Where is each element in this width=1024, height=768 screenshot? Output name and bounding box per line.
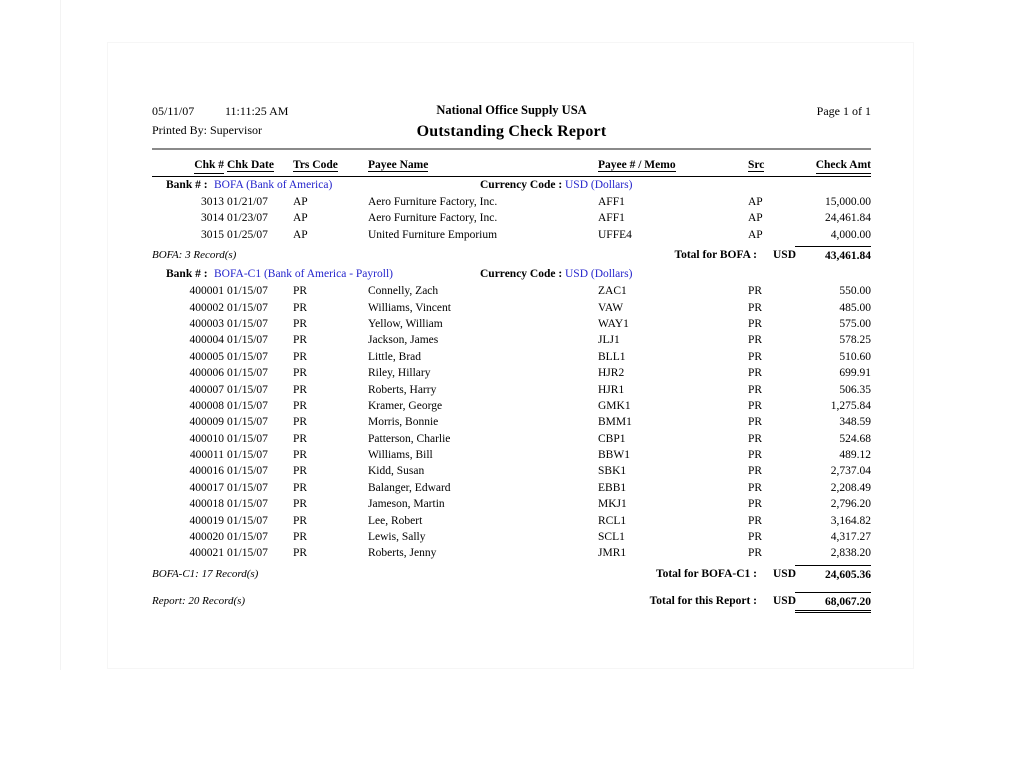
table-column-headers bbox=[152, 158, 871, 177]
bank-header-row bbox=[152, 177, 871, 194]
cell-src: PR bbox=[748, 317, 763, 330]
total-amount: 68,067.20 bbox=[795, 592, 871, 613]
cell-payee-memo: AFF1 bbox=[598, 196, 625, 208]
record-count: BOFA: 3 Record(s) bbox=[152, 249, 237, 262]
table-row bbox=[152, 382, 871, 398]
page-number: Page 1 of 1 bbox=[816, 104, 871, 118]
cell-trs-code: PR bbox=[293, 465, 308, 478]
cell-chk-number: 400003 bbox=[189, 317, 224, 330]
cell-check-amt: 510.60 bbox=[839, 350, 871, 363]
cell-chk-number: 400005 bbox=[189, 350, 224, 363]
report-header-line2 bbox=[152, 121, 871, 147]
cell-src: PR bbox=[748, 383, 763, 396]
col-header-chk-date bbox=[227, 158, 293, 177]
cell-src: PR bbox=[748, 514, 763, 527]
cell-payee-memo: HJR1 bbox=[598, 383, 625, 396]
col-header-label: Chk # bbox=[194, 158, 224, 174]
cell-payee-name: Aero Furniture Factory, Inc. bbox=[368, 212, 498, 225]
cell-check-amt: 489.12 bbox=[839, 449, 871, 462]
total-label: Total for this Report : bbox=[649, 594, 757, 607]
total-amount: 43,461.84 bbox=[795, 246, 871, 263]
cell-check-amt: 2,737.04 bbox=[830, 465, 871, 478]
table-row bbox=[152, 227, 871, 243]
cell-check-amt: 3,164.82 bbox=[830, 514, 871, 527]
col-header-label: Trs Code bbox=[293, 159, 338, 171]
cell-check-amt: 699.91 bbox=[839, 367, 871, 380]
cell-chk-date: 01/15/07 bbox=[227, 383, 268, 396]
table-row bbox=[152, 300, 871, 316]
col-header-payee-memo bbox=[598, 158, 748, 177]
cell-payee-memo: CBP1 bbox=[598, 432, 626, 445]
bank-header-row bbox=[152, 266, 871, 283]
col-header-src bbox=[748, 158, 798, 177]
cell-check-amt: 4,000.00 bbox=[830, 228, 871, 241]
print-date: 05/11/07 bbox=[152, 104, 195, 118]
cell-trs-code: PR bbox=[293, 334, 308, 347]
cell-check-amt: 485.00 bbox=[839, 301, 871, 314]
table-row bbox=[152, 447, 871, 463]
cell-check-amt: 550.00 bbox=[839, 285, 871, 298]
col-header-label: Payee # / Memo bbox=[598, 159, 676, 171]
cell-chk-number: 400018 bbox=[189, 498, 224, 511]
cell-payee-memo: MKJ1 bbox=[598, 498, 627, 511]
col-header-trs-code bbox=[293, 158, 368, 177]
cell-payee-name: Connelly, Zach bbox=[368, 285, 439, 298]
cell-check-amt: 575.00 bbox=[839, 317, 871, 330]
table-row bbox=[152, 194, 871, 210]
cell-src: PR bbox=[748, 285, 763, 298]
total-amount: 24,605.36 bbox=[795, 565, 871, 582]
cell-payee-name: Jameson, Martin bbox=[368, 498, 445, 511]
cell-chk-number: 400001 bbox=[189, 285, 224, 298]
cell-chk-number: 3014 bbox=[201, 212, 224, 225]
cell-trs-code: PR bbox=[293, 514, 308, 527]
record-count: Report: 20 Record(s) bbox=[152, 594, 246, 607]
header-divider bbox=[152, 148, 871, 150]
cell-src: PR bbox=[748, 367, 763, 380]
cell-check-amt: 4,317.27 bbox=[830, 531, 871, 544]
cell-src: PR bbox=[748, 399, 763, 412]
cell-check-amt: 24,461.84 bbox=[825, 212, 871, 225]
cell-payee-name: Riley, Hillary bbox=[368, 367, 431, 380]
cell-payee-name: Williams, Vincent bbox=[368, 301, 451, 314]
col-header-chk-number bbox=[152, 158, 227, 177]
cell-chk-date: 01/15/07 bbox=[227, 465, 268, 478]
cell-trs-code: PR bbox=[293, 481, 308, 494]
cell-payee-memo: JMR1 bbox=[598, 547, 627, 560]
cell-chk-number: 400010 bbox=[189, 432, 224, 445]
currency-code-label: Currency Code : bbox=[480, 268, 563, 281]
cell-check-amt: 15,000.00 bbox=[825, 196, 871, 208]
report-total-row bbox=[152, 592, 871, 610]
total-currency: USD bbox=[773, 249, 797, 262]
cell-chk-date: 01/15/07 bbox=[227, 285, 268, 298]
cell-payee-memo: SBK1 bbox=[598, 465, 627, 478]
cell-src: PR bbox=[748, 465, 763, 478]
cell-check-amt: 2,796.20 bbox=[830, 498, 871, 511]
cell-trs-code: PR bbox=[293, 531, 308, 544]
cell-src: PR bbox=[748, 531, 763, 544]
cell-payee-name: Aero Furniture Factory, Inc. bbox=[368, 196, 498, 208]
cell-payee-name: Kidd, Susan bbox=[368, 465, 425, 478]
cell-chk-number: 400009 bbox=[189, 416, 224, 429]
cell-check-amt: 506.35 bbox=[839, 383, 871, 396]
currency-code-value: USD (Dollars) bbox=[565, 268, 633, 281]
cell-payee-memo: HJR2 bbox=[598, 367, 625, 380]
bank-number-label: Bank # : bbox=[166, 179, 208, 191]
total-label: Total for BOFA : bbox=[674, 249, 757, 262]
cell-payee-name: Balanger, Edward bbox=[368, 481, 451, 494]
table-row bbox=[152, 283, 871, 299]
report-header-line1 bbox=[152, 102, 871, 121]
cell-payee-memo: BLL1 bbox=[598, 350, 626, 363]
cell-src: PR bbox=[748, 301, 763, 314]
cell-chk-date: 01/21/07 bbox=[227, 196, 268, 208]
cell-check-amt: 348.59 bbox=[839, 416, 871, 429]
cell-payee-name: Jackson, James bbox=[368, 334, 439, 347]
cell-chk-date: 01/15/07 bbox=[227, 416, 268, 429]
record-count: BOFA-C1: 17 Record(s) bbox=[152, 567, 259, 580]
cell-chk-number: 400017 bbox=[189, 481, 224, 494]
table-row bbox=[152, 496, 871, 512]
cell-trs-code: PR bbox=[293, 350, 308, 363]
table-row bbox=[152, 513, 871, 529]
cell-src: PR bbox=[748, 449, 763, 462]
cell-trs-code: PR bbox=[293, 449, 308, 462]
cell-payee-name: Roberts, Jenny bbox=[368, 547, 437, 560]
cell-payee-name: Yellow, William bbox=[368, 317, 443, 330]
cell-src: PR bbox=[748, 416, 763, 429]
cell-payee-memo: WAY1 bbox=[598, 317, 629, 330]
cell-payee-name: Morris, Bonnie bbox=[368, 416, 439, 429]
cell-chk-date: 01/15/07 bbox=[227, 514, 268, 527]
total-label: Total for BOFA-C1 : bbox=[655, 567, 757, 580]
printed-by: Printed By: Supervisor bbox=[152, 123, 262, 137]
cell-src: AP bbox=[748, 212, 763, 225]
cell-payee-memo: JLJ1 bbox=[598, 334, 620, 347]
cell-payee-memo: UFFE4 bbox=[598, 228, 632, 241]
cell-payee-memo: RCL1 bbox=[598, 514, 627, 527]
cell-src: PR bbox=[748, 350, 763, 363]
cell-chk-number: 400006 bbox=[189, 367, 224, 380]
cell-payee-name: Williams, Bill bbox=[368, 449, 433, 462]
total-currency: USD bbox=[773, 567, 797, 580]
cell-chk-number: 400019 bbox=[189, 514, 224, 527]
cell-check-amt: 1,275.84 bbox=[830, 399, 871, 412]
cell-chk-number: 400002 bbox=[189, 301, 224, 314]
table-row bbox=[152, 316, 871, 332]
table-row bbox=[152, 480, 871, 496]
cell-chk-number: 400011 bbox=[189, 449, 224, 462]
cell-chk-date: 01/23/07 bbox=[227, 212, 268, 225]
cell-check-amt: 524.68 bbox=[839, 432, 871, 445]
cell-payee-memo: BBW1 bbox=[598, 449, 630, 462]
cell-chk-date: 01/15/07 bbox=[227, 350, 268, 363]
cell-chk-number: 3013 bbox=[201, 196, 224, 208]
cell-check-amt: 2,208.49 bbox=[830, 481, 871, 494]
cell-chk-number: 400021 bbox=[189, 547, 224, 560]
cell-chk-date: 01/15/07 bbox=[227, 481, 268, 494]
cell-payee-memo: AFF1 bbox=[598, 212, 625, 225]
cell-trs-code: AP bbox=[293, 228, 308, 241]
currency-code-label: Currency Code : bbox=[480, 179, 563, 191]
cell-trs-code: PR bbox=[293, 432, 308, 445]
col-header-label: Payee Name bbox=[368, 159, 429, 171]
bank-name: BOFA (Bank of America) bbox=[214, 179, 333, 191]
col-header-label: Src bbox=[748, 159, 765, 171]
cell-payee-name: Kramer, George bbox=[368, 399, 443, 412]
report-page bbox=[152, 102, 871, 612]
col-header-label: Chk Date bbox=[227, 159, 274, 171]
print-time: 11:11:25 AM bbox=[225, 104, 289, 118]
cell-payee-memo: SCL1 bbox=[598, 531, 625, 544]
cell-payee-name: United Furniture Emporium bbox=[368, 228, 498, 241]
cell-chk-number: 400016 bbox=[189, 465, 224, 478]
cell-trs-code: PR bbox=[293, 498, 308, 511]
cell-chk-date: 01/15/07 bbox=[227, 317, 268, 330]
bank-name: BOFA-C1 (Bank of America - Payroll) bbox=[214, 268, 393, 281]
cell-trs-code: PR bbox=[293, 383, 308, 396]
bank-total-row bbox=[152, 246, 871, 264]
cell-chk-number: 400008 bbox=[189, 399, 224, 412]
cell-payee-name: Roberts, Harry bbox=[368, 383, 437, 396]
cell-chk-date: 01/15/07 bbox=[227, 531, 268, 544]
report-title: Outstanding Check Report bbox=[416, 123, 607, 140]
cell-chk-number: 400020 bbox=[189, 531, 224, 544]
cell-trs-code: PR bbox=[293, 285, 308, 298]
cell-src: PR bbox=[748, 481, 763, 494]
cell-src: PR bbox=[748, 432, 763, 445]
cell-chk-date: 01/15/07 bbox=[227, 498, 268, 511]
cell-payee-name: Lewis, Sally bbox=[368, 531, 426, 544]
page-edge-artifact-vertical bbox=[60, 0, 61, 670]
cell-payee-name: Patterson, Charlie bbox=[368, 432, 451, 445]
bank-number-label: Bank # : bbox=[166, 268, 208, 281]
cell-trs-code: PR bbox=[293, 399, 308, 412]
table-row bbox=[152, 545, 871, 561]
cell-chk-date: 01/15/07 bbox=[227, 334, 268, 347]
cell-check-amt: 2,838.20 bbox=[830, 547, 871, 560]
cell-chk-date: 01/15/07 bbox=[227, 449, 268, 462]
table-row bbox=[152, 398, 871, 414]
cell-trs-code: AP bbox=[293, 212, 308, 225]
col-header-label: Check Amt bbox=[816, 158, 871, 174]
cell-chk-date: 01/15/07 bbox=[227, 301, 268, 314]
cell-check-amt: 578.25 bbox=[839, 334, 871, 347]
cell-payee-memo: GMK1 bbox=[598, 399, 631, 412]
cell-payee-memo: BMM1 bbox=[598, 416, 632, 429]
cell-payee-memo: ZAC1 bbox=[598, 285, 627, 298]
cell-chk-number: 400007 bbox=[189, 383, 224, 396]
cell-chk-date: 01/15/07 bbox=[227, 399, 268, 412]
cell-chk-date: 01/25/07 bbox=[227, 228, 268, 241]
company-name: National Office Supply USA bbox=[436, 103, 587, 117]
cell-chk-date: 01/15/07 bbox=[227, 547, 268, 560]
total-currency: USD bbox=[773, 594, 797, 607]
cell-src: AP bbox=[748, 196, 763, 208]
cell-trs-code: PR bbox=[293, 317, 308, 330]
cell-src: PR bbox=[748, 547, 763, 560]
col-header-check-amt bbox=[798, 158, 871, 177]
cell-payee-name: Little, Brad bbox=[368, 350, 422, 363]
cell-trs-code: PR bbox=[293, 367, 308, 380]
cell-trs-code: PR bbox=[293, 547, 308, 560]
cell-chk-number: 3015 bbox=[201, 228, 224, 241]
table-row bbox=[152, 529, 871, 545]
cell-trs-code: AP bbox=[293, 196, 308, 208]
table-row bbox=[152, 332, 871, 348]
cell-chk-date: 01/15/07 bbox=[227, 367, 268, 380]
cell-payee-name: Lee, Robert bbox=[368, 514, 423, 527]
table-row bbox=[152, 463, 871, 479]
cell-chk-number: 400004 bbox=[189, 334, 224, 347]
bank-total-row bbox=[152, 565, 871, 583]
cell-src: PR bbox=[748, 334, 763, 347]
table-row bbox=[152, 365, 871, 381]
cell-trs-code: PR bbox=[293, 416, 308, 429]
table-row bbox=[152, 210, 871, 226]
cell-chk-date: 01/15/07 bbox=[227, 432, 268, 445]
table-row bbox=[152, 414, 871, 430]
currency-code-value: USD (Dollars) bbox=[565, 179, 633, 191]
cell-trs-code: PR bbox=[293, 301, 308, 314]
table-row bbox=[152, 349, 871, 365]
cell-payee-memo: VAW bbox=[598, 301, 624, 314]
col-header-payee-name bbox=[368, 158, 598, 177]
cell-src: PR bbox=[748, 498, 763, 511]
check-table bbox=[152, 158, 871, 610]
cell-payee-memo: EBB1 bbox=[598, 481, 627, 494]
table-row bbox=[152, 431, 871, 447]
cell-src: AP bbox=[748, 228, 763, 241]
